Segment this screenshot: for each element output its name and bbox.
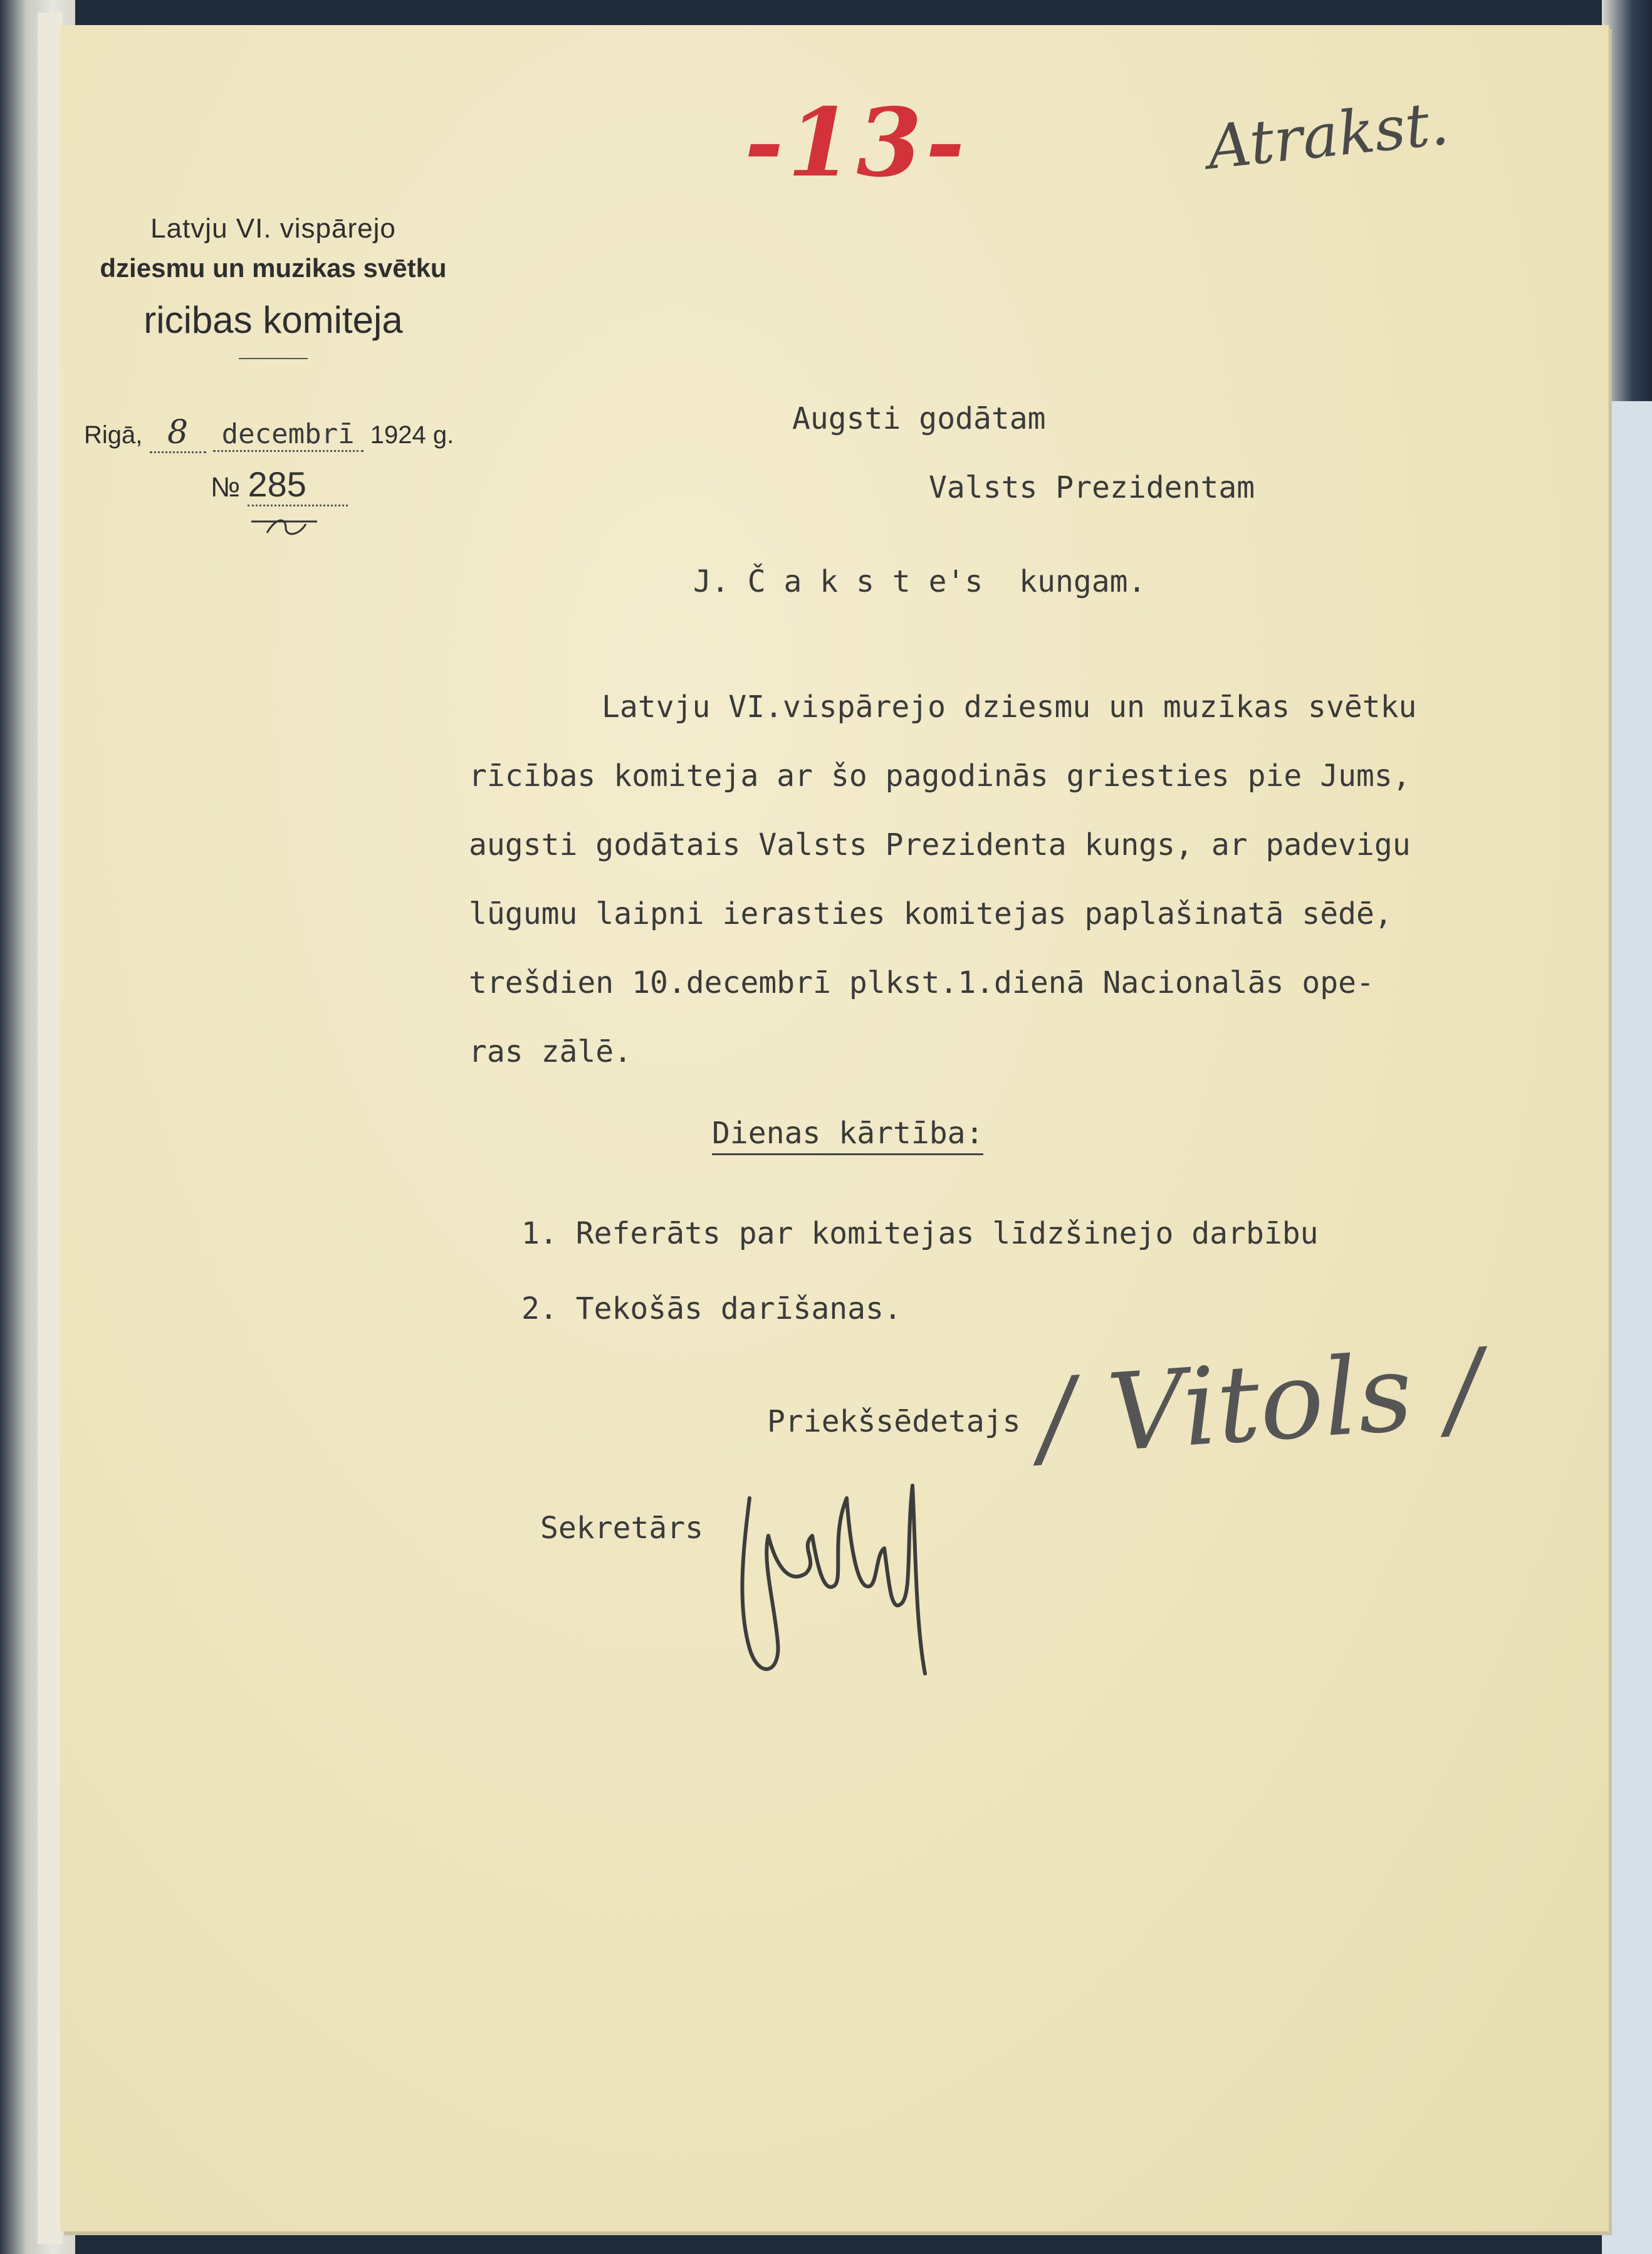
secretary-label: Sekretārs — [540, 1511, 704, 1546]
secretary-signature — [724, 1460, 950, 1692]
archive-backdrop-right-lower — [1602, 401, 1652, 2254]
body-line-2: rīcības komiteja ar šo pagodinās griesties pie Jums, — [469, 758, 1411, 794]
document-page — [60, 25, 1608, 2231]
document-number-line — [211, 464, 348, 506]
letterhead — [60, 213, 486, 359]
body-line-1: Latvju VI.vispārejo dziesmu un muzīkas svētku — [602, 689, 1417, 725]
chair-label: Priekšsēdetajs — [767, 1404, 1021, 1439]
date-place: Rigā, — [84, 421, 143, 449]
letterhead-line-1: Latvju VI. vispārejo — [150, 213, 396, 244]
date-day-field — [150, 414, 206, 453]
letterhead-rule — [239, 358, 308, 359]
underlying-sheet-edge — [38, 13, 63, 2244]
date-year: 1924 — [370, 421, 426, 449]
body-line-3: augsti godātais Valsts Prezidenta kungs, ar padevigu — [469, 827, 1411, 862]
number-prefix: № — [211, 472, 241, 503]
letterhead-line-3: ricibas komiteja — [144, 299, 403, 341]
address-line-2: Valsts Prezidentam — [929, 470, 1255, 505]
agenda-heading — [712, 1116, 983, 1151]
page-mark: -13- — [745, 88, 969, 198]
letterhead-line-2: dziesmu un muzikas svētku — [100, 253, 447, 283]
agenda-item-2: 2. Tekošās darīšanas. — [521, 1291, 902, 1326]
address-line-1: Augsti godātam — [792, 401, 1046, 436]
date-line — [84, 414, 454, 453]
body-line-6: ras zālē. — [469, 1034, 632, 1069]
chair-signature: / Vitols / — [1033, 1326, 1487, 1481]
corner-note: Atrakst. — [1204, 88, 1452, 183]
number-field — [248, 464, 348, 506]
body-line-4: lūgumu laipni ierasties komitejas paplašinatā sēdē, — [469, 896, 1393, 931]
date-month: decembrī — [213, 418, 363, 452]
date-day: 8 — [167, 414, 189, 451]
date-year-suffix: g. — [432, 421, 454, 449]
agenda-heading-text: Dienas kārtība: — [712, 1116, 983, 1155]
body-line-5: trešdien 10.decembrī plkst.1.dienā Nacionalās ope- — [469, 965, 1374, 1000]
document-number: 285 — [248, 464, 306, 504]
address-line-3: J. Č a k s t e's kungam. — [693, 564, 1146, 599]
flourish-mark — [248, 514, 323, 539]
agenda-item-1: 1. Referāts par komitejas līdzšinejo darbību — [521, 1216, 1319, 1251]
